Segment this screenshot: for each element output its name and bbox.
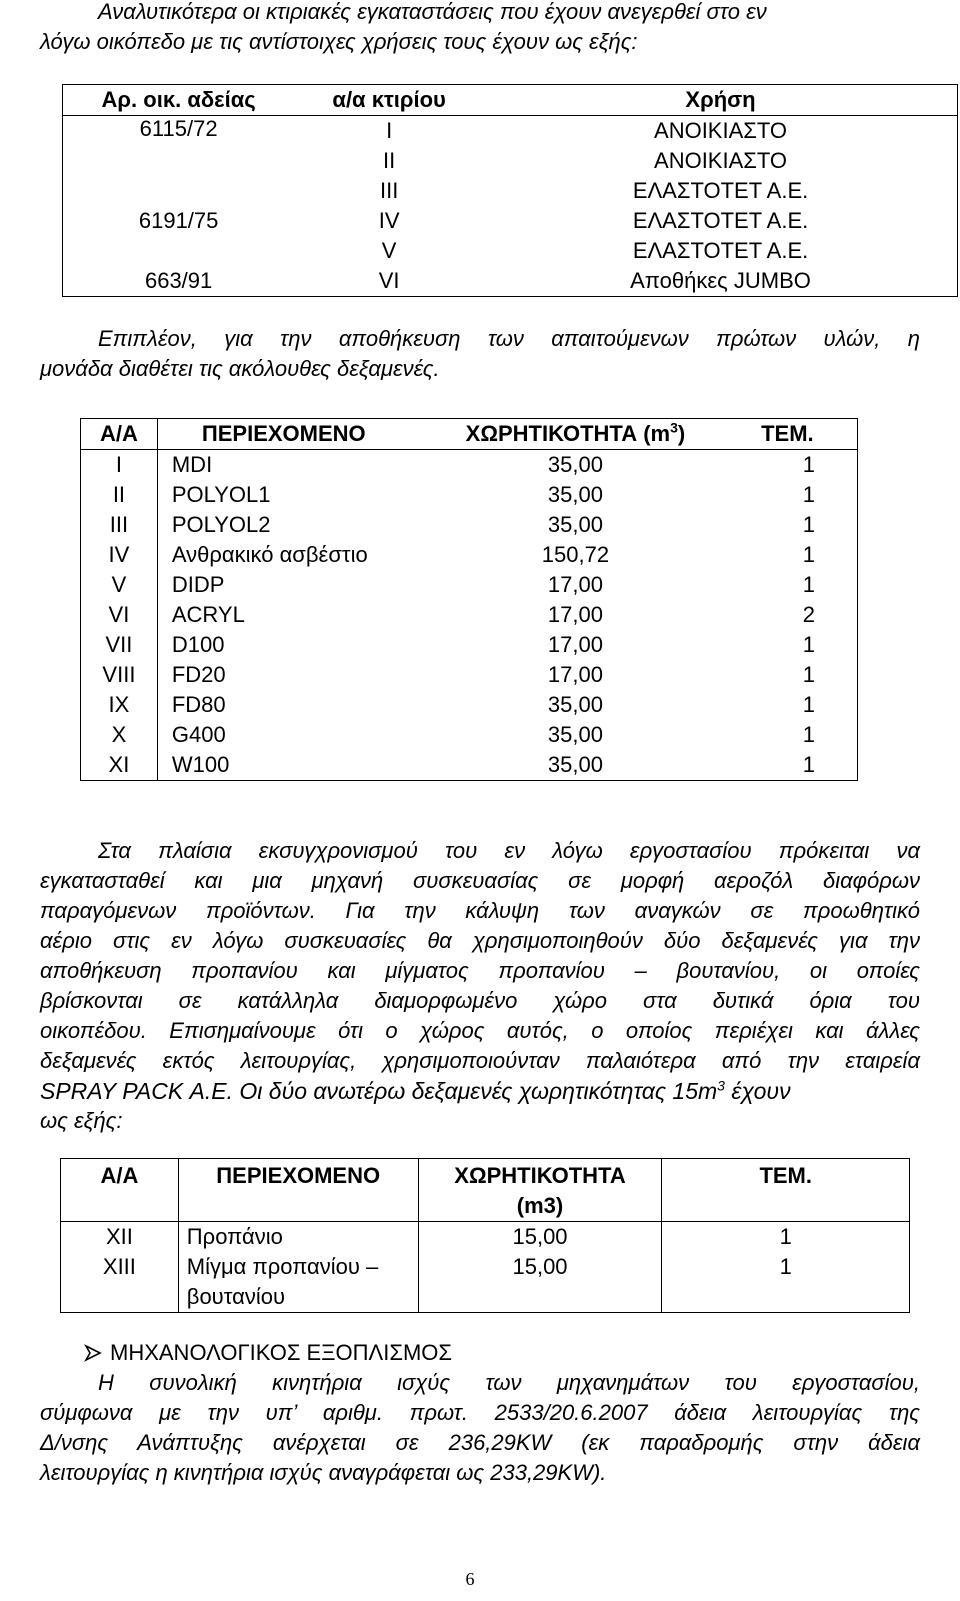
column-header: ΤΕΜ. — [718, 419, 858, 450]
use-cell: ΑΝΟΙΚΙΑΣΤΟ — [654, 118, 788, 143]
aa-cell: IV — [81, 540, 158, 570]
paragraph-line: Η συνολική κινητήρια ισχύς των μηχανημάτων του εργοστασίου, — [98, 1370, 920, 1395]
paragraph-text: SPRAY PACK Α.Ε. Οι δύο ανωτέρω δεξαμενές χωρητικότητας 15m — [40, 1078, 718, 1104]
table-row — [81, 450, 858, 481]
aa-cell: XII — [61, 1222, 179, 1253]
table-row — [81, 630, 858, 660]
units-cell: 1 — [802, 512, 815, 537]
paragraph-line: βρίσκονται σε κατάλληλα διαμορφωμένο χώρο στα δυτικά όρια του — [40, 988, 920, 1013]
capacity-cell: 17,00 — [547, 632, 603, 657]
superscript: 3 — [717, 1077, 725, 1094]
paragraph-line: αέριο στις εν λόγω συσκευασίες θα χρησιμοποιηθούν δύο δεξαμενές για την — [40, 928, 920, 953]
permit-cell: 6115/72 — [139, 116, 218, 141]
table-row — [81, 510, 858, 540]
aerosol-paragraph — [40, 836, 920, 1136]
aa-cell: XIII — [61, 1252, 179, 1313]
section-heading-text: ΜΗΧΑΝΟΛΟΓΙΚΟΣ ΕΞΟΠΛΙΣΜΟΣ — [110, 1340, 452, 1365]
capacity-cell: 35,00 — [547, 692, 603, 717]
capacity-header-end: ) — [677, 421, 686, 446]
arrow-bullet-icon — [84, 1338, 102, 1370]
section-heading — [110, 1338, 452, 1368]
intro-line: Αναλυτικότερα οι κτιριακές εγκαταστάσεις που έχουν ανεγερθεί στο εν — [98, 0, 767, 24]
paragraph-line: οικοπέδου. Επισημαίνουμε ότι ο χώρος αυτός, ο οποίος περιέχει και άλλες — [40, 1018, 920, 1043]
content-cell: FD20 — [171, 662, 226, 687]
capacity-cell: 35,00 — [547, 752, 603, 777]
building-cell: III — [379, 178, 399, 203]
capacity-header-line: ΧΩΡΗΤΙΚΟΤΗΤΑ — [454, 1163, 626, 1188]
table-row — [61, 1252, 910, 1313]
content-cell: POLYOL1 — [171, 482, 271, 507]
aa-cell: X — [81, 720, 158, 750]
capacity-header-sup: 3 — [670, 419, 678, 436]
building-cell: V — [381, 238, 397, 263]
aa-cell: XI — [81, 750, 158, 781]
capacity-header-line: (m3) — [516, 1193, 564, 1218]
paragraph-line: ως εξής: — [40, 1108, 123, 1133]
units-cell: 1 — [779, 1254, 792, 1279]
units-cell: 2 — [802, 602, 815, 627]
content-cell: W100 — [171, 752, 230, 777]
column-header: α/α κτιρίου — [294, 85, 484, 116]
capacity-cell: 15,00 — [418, 1222, 662, 1253]
use-cell: Αποθήκες JUMBO — [630, 268, 811, 293]
column-header — [433, 419, 718, 450]
tanks-table — [80, 418, 858, 781]
use-cell: ΕΛΑΣΤΟΤΕΤ Α.Ε. — [632, 208, 809, 233]
page-number: 6 — [465, 1569, 475, 1589]
intro-paragraph — [40, 0, 920, 57]
aa-cell: VIII — [81, 660, 158, 690]
paragraph-line: δεξαμενές εκτός λειτουργίας, χρησιμοποιούνταν παλαιότερα από την εταιρεία — [40, 1048, 920, 1073]
content-cell: G400 — [171, 722, 226, 747]
permit-cell: 6191/75 — [138, 208, 219, 233]
column-header: Χρήση — [484, 85, 957, 116]
table-row — [81, 480, 858, 510]
paragraph-line: εγκατασταθεί και μια μηχανή συσκευασίας σε μορφή αεροζόλ διαφόρων — [40, 868, 920, 893]
units-cell: 1 — [802, 722, 815, 747]
paragraph-line: Δ/νσης Ανάπτυξης ανέρχεται σε 236,29KW (εκ παραδρομής στην άδεια — [40, 1430, 920, 1455]
table-row — [81, 690, 858, 720]
table-header-row — [61, 1159, 910, 1222]
units-cell: 1 — [802, 692, 815, 717]
column-header: Α/Α — [61, 1159, 179, 1222]
capacity-cell: 150,72 — [541, 542, 610, 567]
tanks-intro-line: μονάδα διαθέτει τις ακόλουθες δεξαμενές. — [40, 356, 440, 381]
column-header — [418, 1159, 662, 1222]
table-row — [61, 1222, 910, 1253]
table-header-row — [63, 85, 958, 116]
content-cell: ACRYL — [171, 602, 245, 627]
table-row — [81, 720, 858, 750]
paragraph-line — [40, 1076, 920, 1106]
table-row — [81, 660, 858, 690]
building-cell: II — [383, 148, 396, 173]
capacity-cell: 35,00 — [547, 482, 603, 507]
tanks-intro-paragraph — [40, 324, 920, 384]
table-row — [63, 266, 958, 297]
gas-table — [60, 1158, 910, 1313]
units-cell: 1 — [802, 632, 815, 657]
content-line: Μίγμα προπανίου – — [186, 1254, 379, 1279]
paragraph-line: αποθήκευση προπανίου και μίγματος προπανίου – βουτανίου, οι οποίες — [40, 958, 920, 983]
table-row — [63, 116, 958, 147]
capacity-cell: 35,00 — [547, 452, 603, 477]
column-header: ΠΕΡΙΕΧΟΜΕΝΟ — [178, 1159, 418, 1222]
use-cell: ΕΛΑΣΤΟΤΕΤ Α.Ε. — [632, 178, 809, 203]
units-cell: 1 — [802, 542, 815, 567]
units-cell: 1 — [779, 1224, 792, 1249]
table-row — [63, 176, 958, 206]
buildings-table — [62, 84, 958, 297]
content-cell: Προπάνιο — [178, 1222, 418, 1253]
aa-cell: IX — [81, 690, 158, 720]
column-header: Α/Α — [81, 419, 158, 450]
content-cell: DIDP — [171, 572, 225, 597]
column-header: Αρ. οικ. αδείας — [63, 85, 295, 116]
building-cell: I — [386, 118, 393, 143]
capacity-cell: 17,00 — [547, 572, 603, 597]
table-row — [81, 600, 858, 630]
building-cell: VI — [378, 268, 400, 293]
aa-cell: VII — [81, 630, 158, 660]
table-row — [81, 570, 858, 600]
use-cell: ΕΛΑΣΤΟΤΕΤ Α.Ε. — [632, 238, 809, 263]
content-line: βουτανίου — [186, 1284, 285, 1309]
aa-cell: I — [81, 450, 158, 481]
aa-cell: II — [81, 480, 158, 510]
capacity-cell: 35,00 — [547, 512, 603, 537]
table-header-row — [81, 419, 858, 450]
building-cell: IV — [378, 208, 400, 233]
units-cell: 1 — [802, 452, 815, 477]
capacity-cell: 17,00 — [547, 602, 603, 627]
aa-cell: V — [81, 570, 158, 600]
content-cell: Ανθρακικό ασβέστιο — [171, 542, 368, 567]
content-cell: MDI — [171, 452, 213, 477]
capacity-header-text: ΧΩΡΗΤΙΚΟΤΗΤΑ (m — [465, 421, 671, 446]
intro-line: λόγω οικόπεδο με τις αντίστοιχες χρήσεις τους έχουν ως εξής: — [40, 29, 638, 54]
units-cell: 1 — [802, 752, 815, 777]
capacity-cell: 15,00 — [418, 1252, 662, 1313]
units-cell: 1 — [802, 572, 815, 597]
units-cell: 1 — [802, 662, 815, 687]
paragraph-line: σύμφωνα με την υπ’ αριθμ. πρωτ. 2533/20.6.2007 άδεια λειτουργίας της — [40, 1400, 920, 1425]
paragraph-line: παραγόμενων προϊόντων. Για την κάλυψη των αναγκών σε προωθητικό — [40, 898, 920, 923]
paragraph-line: λειτουργίας η κινητήρια ισχύς αναγράφεται ως 233,29KW). — [40, 1460, 607, 1485]
content-cell: D100 — [171, 632, 225, 657]
use-cell: ΑΝΟΙΚΙΑΣΤΟ — [654, 148, 788, 173]
column-header: ΤΕΜ. — [662, 1159, 910, 1222]
permit-cell: 663/91 — [144, 268, 213, 293]
paragraph-line: Στα πλαίσια εκσυγχρονισμού του εν λόγω εργοστασίου πρόκειται να — [98, 838, 920, 863]
table-row — [81, 540, 858, 570]
content-cell — [178, 1252, 418, 1313]
aa-cell: VI — [81, 600, 158, 630]
aa-cell: III — [81, 510, 158, 540]
content-cell: POLYOL2 — [171, 512, 271, 537]
tanks-intro-line: Επιπλέον, για την αποθήκευση των απαιτούμενων πρώτων υλών, η — [98, 326, 920, 351]
column-header: ΠΕΡΙΕΧΟΜΕΝΟ — [157, 419, 433, 450]
paragraph-text: έχουν — [724, 1078, 791, 1104]
capacity-cell: 17,00 — [547, 662, 603, 687]
content-cell: FD80 — [171, 692, 226, 717]
capacity-cell: 35,00 — [547, 722, 603, 747]
table-row — [81, 750, 858, 781]
power-paragraph — [40, 1368, 920, 1488]
units-cell: 1 — [802, 482, 815, 507]
